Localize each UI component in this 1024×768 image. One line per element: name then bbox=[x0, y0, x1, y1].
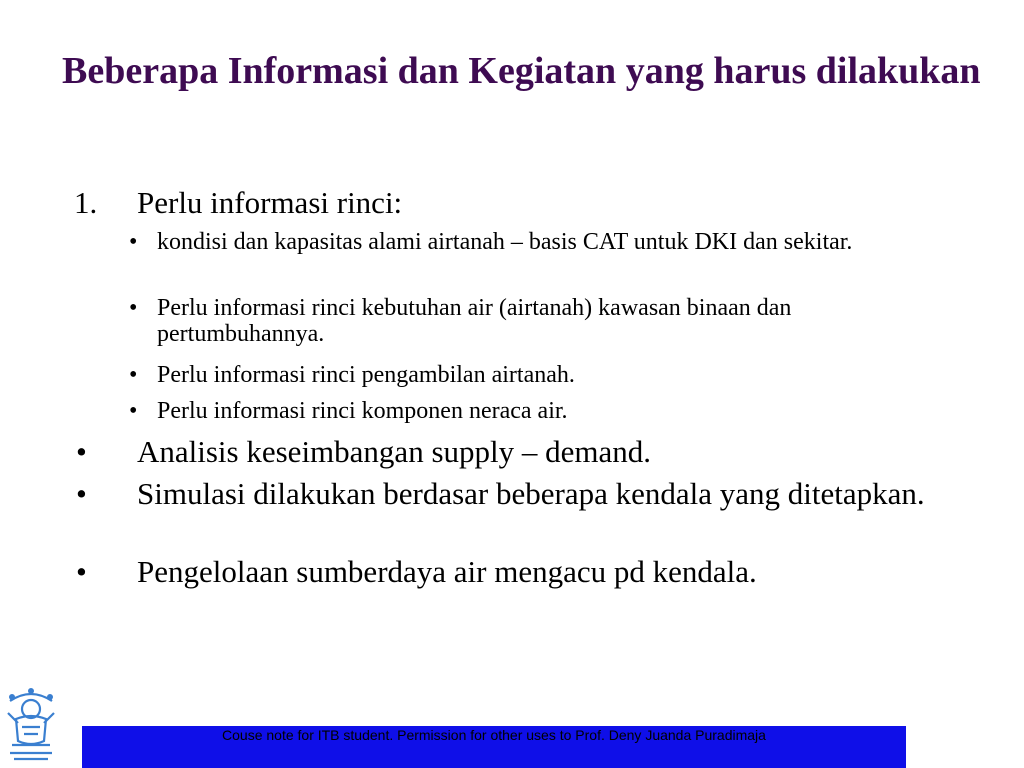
list-item bbox=[76, 555, 976, 588]
list-item bbox=[74, 186, 954, 219]
list-item-text: kondisi dan kapasitas alami airtanah – basis CAT untuk DKI dan sekitar. bbox=[157, 229, 853, 255]
list-item bbox=[129, 229, 909, 255]
bullet-icon: • bbox=[129, 295, 138, 321]
bullet-icon: • bbox=[76, 476, 87, 511]
list-item-text: Pengelolaan sumberdaya air mengacu pd kendala. bbox=[137, 554, 757, 589]
list-item-text: Analisis keseimbangan supply – demand. bbox=[137, 434, 651, 469]
list-item-text: Perlu informasi rinci komponen neraca air. bbox=[157, 398, 568, 424]
list-item-text: Perlu informasi rinci pengambilan airtanah. bbox=[157, 362, 575, 388]
list-item-text: Perlu informasi rinci kebutuhan air (airtanah) kawasan binaan dan pertumbuhannya. bbox=[157, 295, 792, 347]
bullet-icon: • bbox=[129, 398, 138, 424]
bullet-icon: • bbox=[129, 229, 138, 255]
slide-title: Beberapa Informasi dan Kegiatan yang harus dilakukan bbox=[62, 50, 981, 92]
itb-logo-icon bbox=[0, 683, 62, 763]
bullet-icon: • bbox=[129, 362, 138, 388]
list-item bbox=[76, 435, 956, 468]
bullet-icon: • bbox=[76, 554, 87, 589]
list-item-text: Perlu informasi rinci: bbox=[137, 185, 403, 220]
list-item bbox=[129, 398, 909, 424]
list-item bbox=[76, 477, 936, 510]
list-item-text: Simulasi dilakukan berdasar beberapa kendala yang ditetapkan. bbox=[137, 476, 925, 511]
footer-bar bbox=[82, 726, 906, 768]
list-marker: 1. bbox=[74, 185, 98, 220]
list-item bbox=[129, 362, 909, 388]
footer-note: Couse note for ITB student. Permission for other uses to Prof. Deny Juanda Puradimaja bbox=[222, 727, 766, 743]
bullet-icon: • bbox=[76, 434, 87, 469]
list-item bbox=[129, 295, 909, 347]
